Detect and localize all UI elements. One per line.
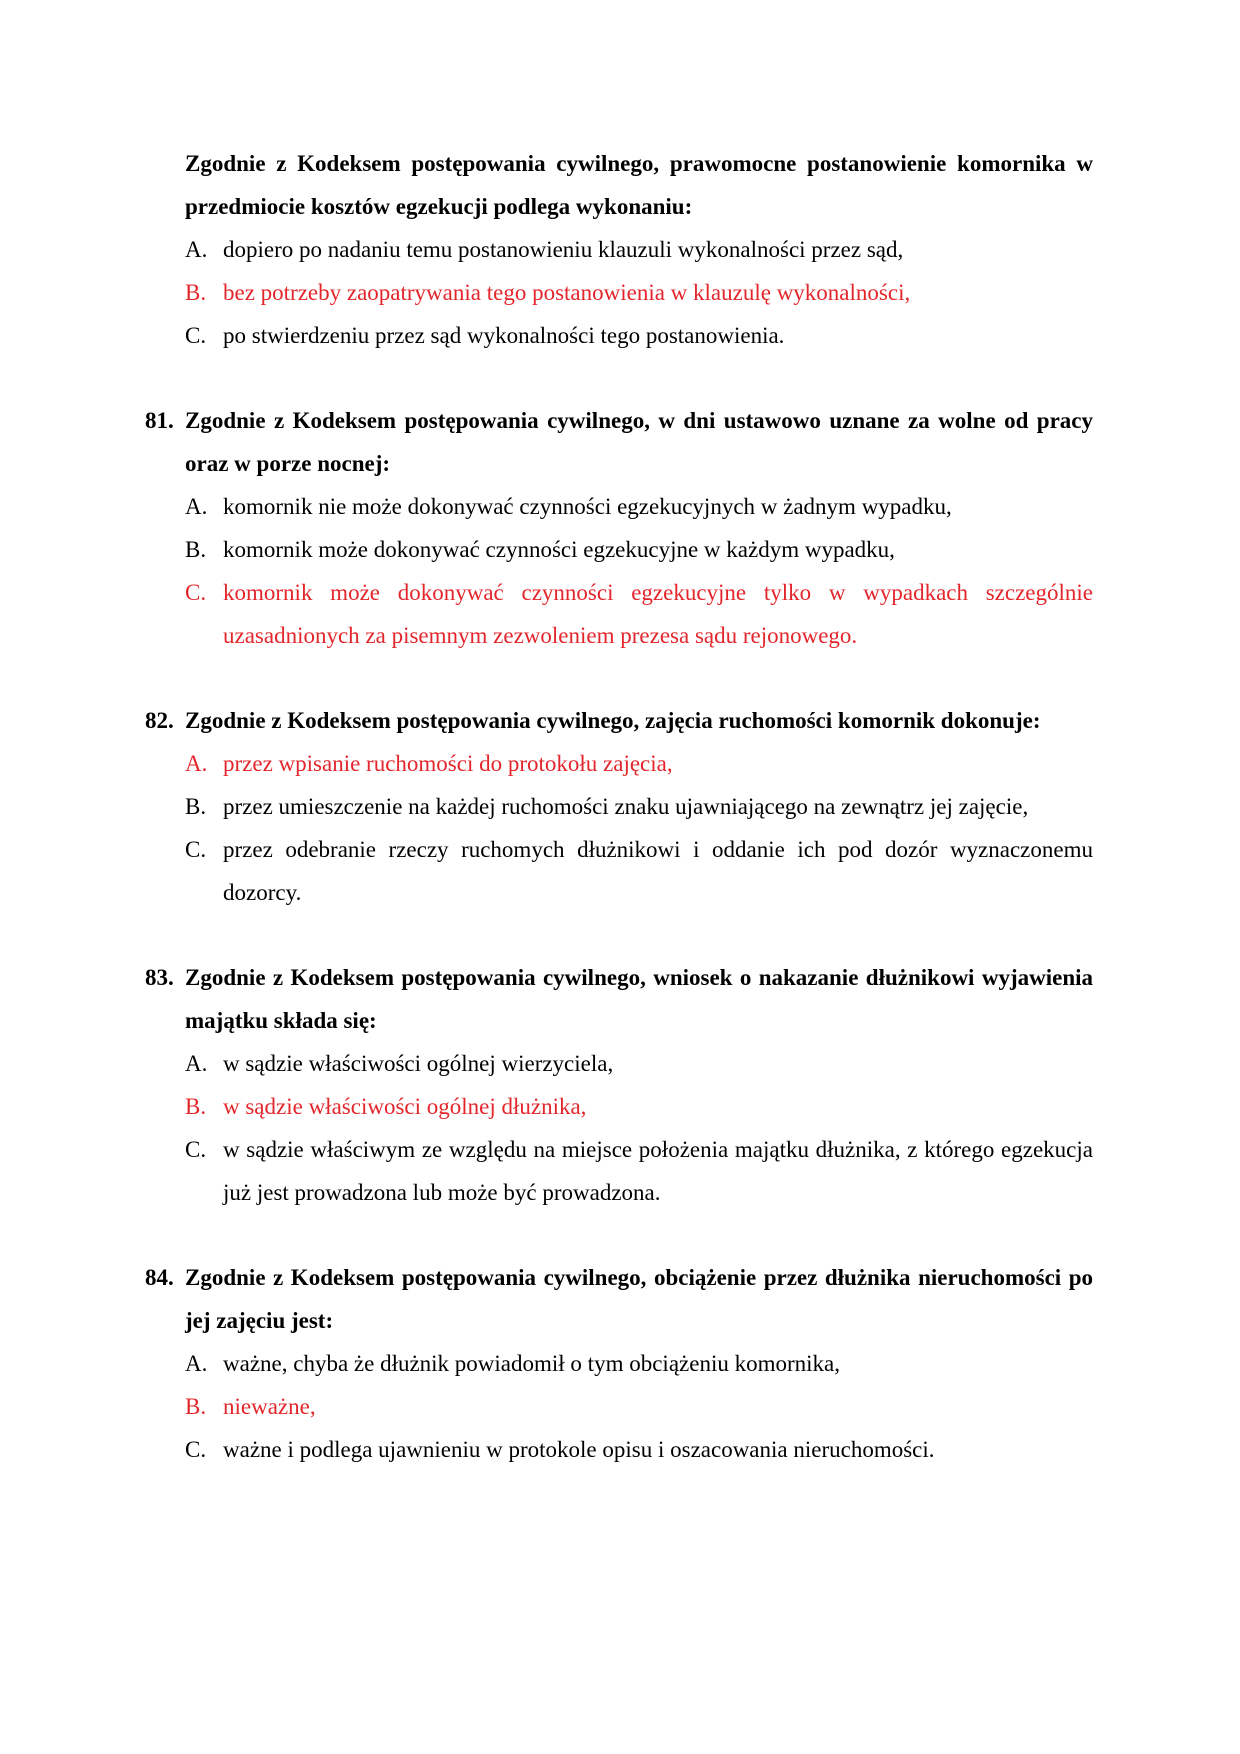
answer-text: ważne, chyba że dłużnik powiadomił o tym obciążeniu komornika,	[223, 1351, 840, 1376]
answer-text: przez wpisanie ruchomości do protokołu zajęcia,	[223, 751, 673, 776]
answer-letter: A.	[185, 751, 208, 776]
answer-text: w sądzie właściwości ogólnej dłużnika,	[223, 1094, 587, 1119]
answer-text: komornik może dokonywać czynności egzekucyjne w każdym wypadku,	[223, 537, 895, 562]
question-list	[145, 142, 1093, 1513]
answer-text: nieważne,	[223, 1394, 316, 1419]
answer-letter: A.	[185, 1051, 208, 1076]
answer-letter: C.	[185, 837, 207, 862]
question-82	[145, 699, 1093, 914]
answer-letter: A.	[185, 1351, 208, 1376]
answer-b-correct	[185, 1385, 1093, 1428]
question-header	[145, 956, 1093, 1042]
question-text: Zgodnie z Kodeksem postępowania cywilnego, prawomocne postanowienie komornika w przedmiocie kosztów egzekucji podlega wykonaniu:	[185, 151, 1093, 219]
question-text: Zgodnie z Kodeksem postępowania cywilnego, wniosek o nakazanie dłużnikowi wyjawienia majątku składa się:	[185, 965, 1093, 1033]
answer-text: przez odebranie rzeczy ruchomych dłużnikowi i oddanie ich pod dozór wyznaczonemu dozorcy.	[223, 837, 1093, 905]
answer-c	[185, 1128, 1093, 1214]
answer-letter: B.	[185, 1394, 207, 1419]
question-header	[145, 399, 1093, 485]
answer-letter: A.	[185, 237, 208, 262]
answer-b-correct	[185, 1085, 1093, 1128]
answer-a	[185, 1342, 1093, 1385]
question-header	[145, 142, 1093, 228]
question-80	[145, 142, 1093, 357]
answer-text: dopiero po nadaniu temu postanowieniu klauzuli wykonalności przez sąd,	[223, 237, 904, 262]
answer-letter: B.	[185, 794, 207, 819]
answer-text: bez potrzeby zaopatrywania tego postanowienia w klauzulę wykonalności,	[223, 280, 911, 305]
answer-c	[185, 1428, 1093, 1471]
answer-a	[185, 228, 1093, 271]
answer-text: komornik może dokonywać czynności egzekucyjne tylko w wypadkach szczególnie uzasadnionych za pisemnym zezwoleniem prezesa sądu rejonowego.	[223, 580, 1093, 648]
answer-letter: B.	[185, 1094, 207, 1119]
answer-c	[185, 314, 1093, 357]
question-number: 84.	[145, 1265, 174, 1290]
answer-letter: C.	[185, 1437, 207, 1462]
answer-a	[185, 1042, 1093, 1085]
answer-text: w sądzie właściwości ogólnej wierzyciela,	[223, 1051, 614, 1076]
answer-a-correct	[185, 742, 1093, 785]
answer-text: komornik nie może dokonywać czynności egzekucyjnych w żadnym wypadku,	[223, 494, 952, 519]
answer-letter: C.	[185, 323, 207, 348]
answer-letter: C.	[185, 580, 207, 605]
question-header	[145, 699, 1093, 742]
question-header	[145, 1256, 1093, 1342]
answer-b	[185, 785, 1093, 828]
question-83	[145, 956, 1093, 1214]
answer-text: po stwierdzeniu przez sąd wykonalności tego postanowienia.	[223, 323, 785, 348]
answer-text: w sądzie właściwym ze względu na miejsce położenia majątku dłużnika, z którego egzekucja już jest prowadzona lub może być prowadzona.	[223, 1137, 1093, 1205]
answer-text: przez umieszczenie na każdej ruchomości znaku ujawniającego na zewnątrz jej zajęcie,	[223, 794, 1029, 819]
question-84	[145, 1256, 1093, 1471]
answer-c-correct	[185, 571, 1093, 657]
answer-a	[185, 485, 1093, 528]
question-number	[145, 142, 185, 228]
answer-c	[185, 828, 1093, 914]
question-number: 83.	[145, 965, 174, 990]
answer-b	[185, 528, 1093, 571]
question-81	[145, 399, 1093, 657]
answer-letter: B.	[185, 280, 207, 305]
question-text: Zgodnie z Kodeksem postępowania cywilnego, zajęcia ruchomości komornik dokonuje:	[185, 708, 1041, 733]
answer-letter: A.	[185, 494, 208, 519]
answer-letter: B.	[185, 537, 207, 562]
question-number: 81.	[145, 408, 174, 433]
answer-letter: C.	[185, 1137, 207, 1162]
question-number: 82.	[145, 708, 174, 733]
answer-b-correct	[185, 271, 1093, 314]
answer-text: ważne i podlega ujawnieniu w protokole opisu i oszacowania nieruchomości.	[223, 1437, 935, 1462]
question-text: Zgodnie z Kodeksem postępowania cywilnego, obciążenie przez dłużnika nieruchomości po jej zajęciu jest:	[185, 1265, 1093, 1333]
question-text: Zgodnie z Kodeksem postępowania cywilnego, w dni ustawowo uznane za wolne od pracy oraz w porze nocnej:	[185, 408, 1093, 476]
